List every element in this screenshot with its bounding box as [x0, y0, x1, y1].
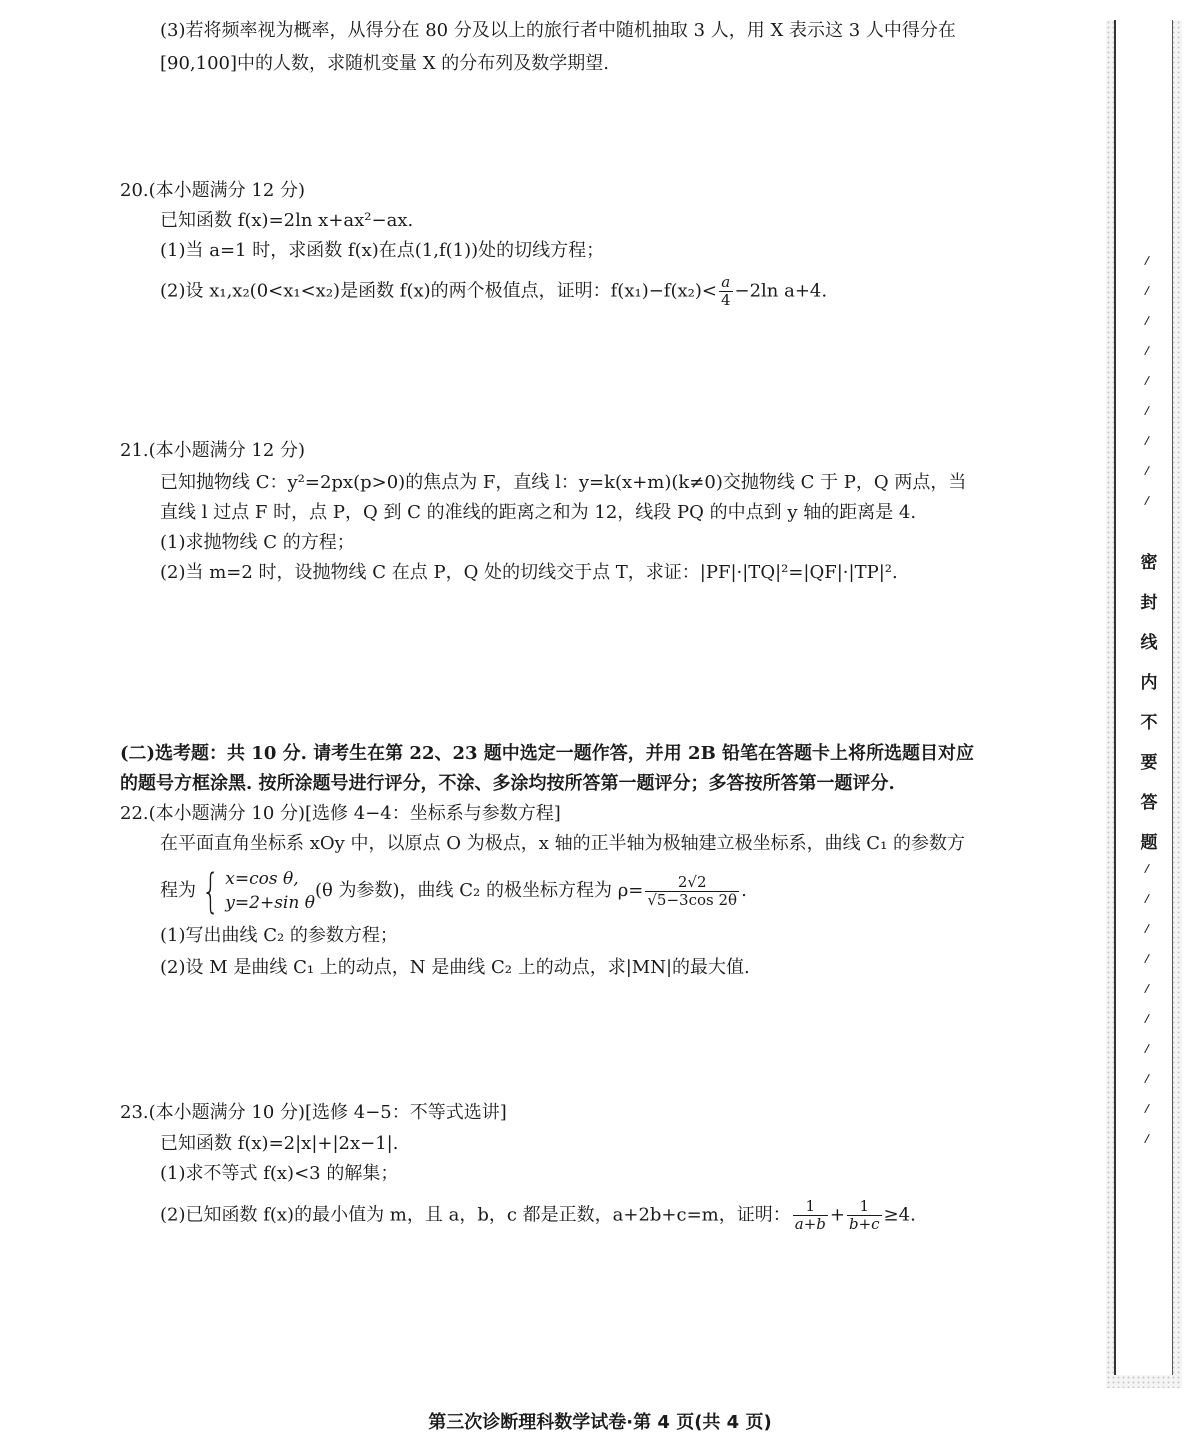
- q20-given: 已知函数 f(x)=2ln x+ax²−ax.: [160, 210, 414, 231]
- seal-slash-mark: [1144, 864, 1150, 873]
- seal-character: 内: [1140, 673, 1158, 693]
- q20-part2-suffix: −2ln a+4.: [734, 280, 828, 302]
- fraction-1-denominator: a+b: [794, 1215, 826, 1233]
- seal-character: 密: [1140, 553, 1158, 573]
- seal-slash-mark: [1144, 1104, 1150, 1113]
- rho-denominator: √5−3cos 2θ: [647, 890, 738, 909]
- q20-part1: (1)当 a=1 时，求函数 f(x)在点(1,f(1))处的切线方程；: [160, 240, 605, 261]
- q23-part2-suffix: ≥4.: [883, 1204, 916, 1226]
- q21-part1: (1)求抛物线 C 的方程；: [160, 532, 355, 553]
- section2-line1: (二)选考题：共 10 分. 请考生在第 22、23 题中选定一题作答，并用 2B 铅笔在答题卡上将所选题目对应: [120, 743, 975, 764]
- q22-line1: 在平面直角坐标系 xOy 中，以原点 O 为极点，x 轴的正半轴为极轴建立极坐标系，曲线 C₁ 的参数方: [160, 833, 966, 854]
- seal-slash-mark: [1144, 1014, 1150, 1023]
- q23-header: 23.(本小题满分 10 分)[选修 4−5：不等式选讲]: [120, 1102, 507, 1123]
- seal-slash-mark: [1144, 256, 1150, 265]
- q23-part2-prefix: (2)已知函数 f(x)的最小值为 m，且 a，b，c 都是正数，a+2b+c=m，证明：: [160, 1204, 791, 1226]
- q21-line2: 直线 l 过点 F 时，点 P，Q 到 C 的准线的距离之和为 12，线段 PQ 的中点到 y 轴的距离是 4.: [160, 502, 917, 523]
- q20-part2: [160, 274, 827, 309]
- seal-slash-mark: [1144, 286, 1150, 295]
- q22-line2-mid: (θ 为参数)，曲线 C₂ 的极坐标方程为 ρ=: [314, 880, 644, 901]
- seal-slash-mark: [1144, 346, 1150, 355]
- q20-header: 20.(本小题满分 12 分): [120, 180, 306, 201]
- seal-slash-mark: [1144, 1134, 1150, 1143]
- seal-line-column: [1114, 20, 1173, 1375]
- seal-character: 题: [1140, 833, 1158, 853]
- seal-slash-mark: [1144, 316, 1150, 325]
- q19-part3-line1: (3)若将频率视为概率，从得分在 80 分及以上的旅行者中随机抽取 3 人，用 X 表示这 3 人中得分在: [160, 20, 956, 41]
- left-brace: {: [201, 864, 220, 918]
- q20-fraction-numerator: a: [719, 274, 733, 292]
- q22-header: 22.(本小题满分 10 分)[选修 4−4：坐标系与参数方程]: [120, 803, 561, 824]
- seal-slash-mark: [1144, 406, 1150, 415]
- seal-slash-mark: [1144, 376, 1150, 385]
- system-bottom-equation: y=2+sin θ: [225, 893, 315, 913]
- page-footer: 第三次诊断理科数学试卷·第 4 页(共 4 页): [428, 1412, 772, 1433]
- fraction-2-denominator: b+c: [848, 1215, 880, 1233]
- plus-sign: +: [829, 1204, 845, 1226]
- q23-fraction-1: [793, 1198, 828, 1233]
- section2-line2: 的题号方框涂黑. 按所涂题号进行评分，不涂、多涂均按所答第一题评分；多答按所答第一题评分.: [120, 773, 895, 794]
- q22-rho-fraction: [645, 874, 739, 909]
- q20-part2-prefix: (2)设 x₁,x₂(0<x₁<x₂)是函数 f(x)的两个极值点，证明：f(x₁)−f(x₂)<: [160, 280, 717, 302]
- q23-part1: (1)求不等式 f(x)<3 的解集；: [160, 1163, 399, 1184]
- seal-character: 答: [1140, 793, 1158, 813]
- q20-fraction-denominator: 4: [720, 291, 731, 309]
- system-top-equation: x=cos θ,: [225, 869, 299, 889]
- seal-slash-mark: [1144, 894, 1150, 903]
- q20-part2-fraction: [719, 274, 733, 309]
- q21-line1: 已知抛物线 C：y²=2px(p>0)的焦点为 F，直线 l：y=k(x+m)(k≠0)交抛物线 C 于 P，Q 两点，当: [160, 472, 967, 493]
- parametric-system: [225, 867, 315, 915]
- seal-binding-strip: [1106, 20, 1182, 1388]
- seal-character: 不: [1140, 713, 1158, 733]
- seal-character: 要: [1140, 753, 1158, 773]
- q19-part3-line2: [90,100]中的人数，求随机变量 X 的分布列及数学期望.: [160, 53, 610, 74]
- seal-character: 线: [1140, 633, 1158, 653]
- q21-header: 21.(本小题满分 12 分): [120, 440, 306, 461]
- seal-slash-mark: [1144, 954, 1150, 963]
- q22-part2: (2)设 M 是曲线 C₁ 上的动点，N 是曲线 C₂ 上的动点，求|MN|的最大值.: [160, 957, 750, 978]
- rho-numerator: 2√2: [645, 874, 739, 892]
- q23-part2: [160, 1198, 916, 1233]
- q22-part1: (1)写出曲线 C₂ 的参数方程；: [160, 925, 398, 946]
- q22-line2-end: .: [741, 880, 747, 901]
- seal-slash-mark: [1144, 496, 1150, 505]
- fraction-1-numerator: 1: [793, 1198, 828, 1216]
- seal-slash-mark: [1144, 436, 1150, 445]
- seal-slash-mark: [1144, 1074, 1150, 1083]
- seal-slash-mark: [1144, 924, 1150, 933]
- seal-character: 封: [1140, 593, 1158, 613]
- seal-slash-mark: [1144, 984, 1150, 993]
- seal-slash-mark: [1144, 1044, 1150, 1053]
- fraction-2-numerator: 1: [847, 1198, 882, 1216]
- q22-line2: [160, 864, 747, 918]
- seal-slash-mark: [1144, 466, 1150, 475]
- q22-line2-prefix: 程为: [160, 880, 196, 901]
- q21-part2: (2)当 m=2 时，设抛物线 C 在点 P，Q 处的切线交于点 T，求证：|PF|·|TQ|²=|QF|·|TP|².: [160, 562, 898, 583]
- q23-fraction-2: [847, 1198, 882, 1233]
- q23-given: 已知函数 f(x)=2|x|+|2x−1|.: [160, 1133, 399, 1154]
